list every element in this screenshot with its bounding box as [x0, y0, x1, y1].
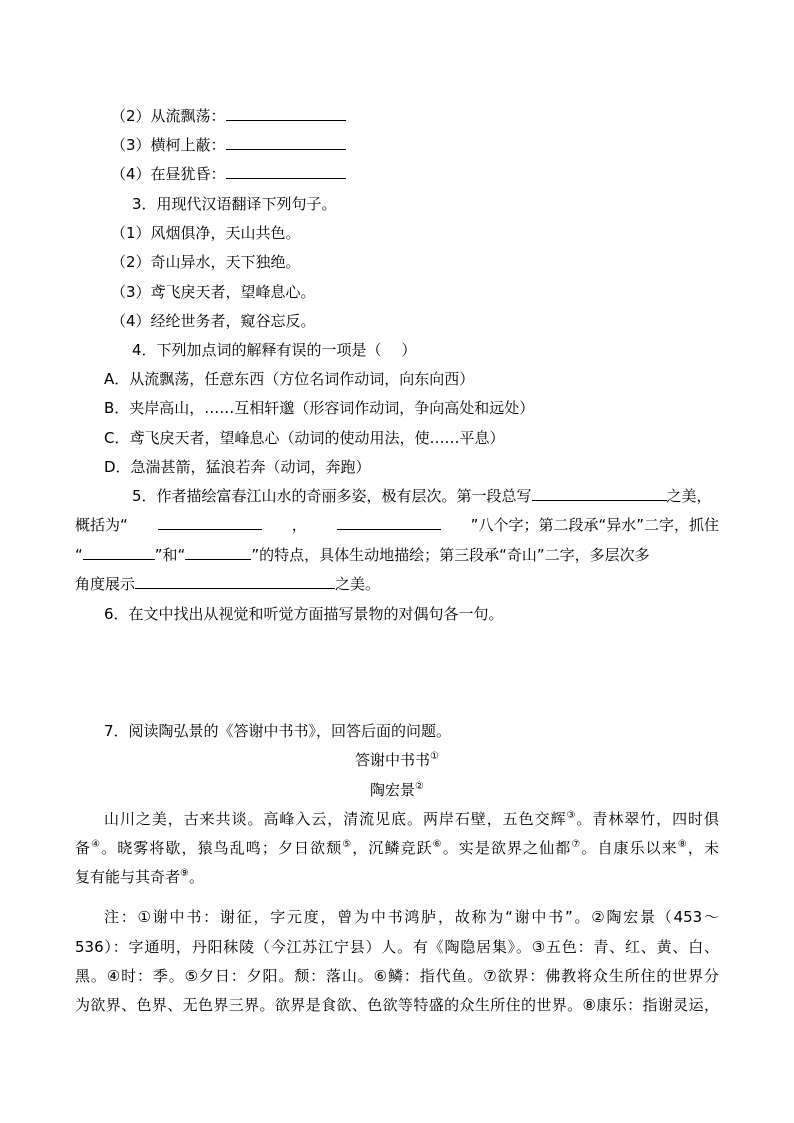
q3-title: 3．用现代汉语翻译下列句子。 [132, 195, 337, 213]
q4-option-c: C．鸢飞戾天者，望峰息心（动词的使动用法，使……平息） [104, 429, 505, 447]
q3-item: （1）风烟俱净，天山共色。 [111, 224, 301, 242]
note-line-2: 536）：字通明，丹阳秣陵（今江苏江宁县）人。有《陶隐居集》。③五色：青、红、黄、白、 [75, 938, 719, 956]
q4-option-d: D．急湍甚箭，猛浪若奔（动词，奔跑） [104, 458, 371, 476]
q5-line-2: 概括为“ ， ”八个字；第二段承“异水”二字，抓住 [75, 516, 719, 534]
text-author: 陶宏景② [370, 781, 424, 799]
q2-item-3: （3）横柯上蔽： [111, 135, 794, 155]
answer-blank[interactable] [158, 515, 262, 530]
answer-blank[interactable] [135, 574, 335, 589]
passage-line-1: 山川之美，古来共谈。高峰入云，清流见底。两岸石壁，五色交辉③。青林翠竹，四时俱 [104, 810, 719, 828]
answer-blank[interactable] [226, 164, 346, 179]
q4-option-a: A．从流飘荡，任意东西（方位名词作动词，向东向西） [104, 370, 475, 388]
q5-line-4: 角度展示 之美。 [75, 575, 381, 593]
answer-blank[interactable] [226, 106, 346, 121]
answer-blank[interactable] [83, 545, 155, 560]
answer-blank[interactable] [337, 515, 441, 530]
q4-title: 4．下列加点词的解释有误的一项是（ ） [132, 341, 417, 359]
answer-blank[interactable] [532, 486, 667, 501]
q5-line-1: 5．作者描绘富春江山水的奇丽多姿，极有层次。第一段总写 之美， [132, 487, 712, 505]
q2-item-4: （4）在昼犹昏： [111, 164, 794, 184]
q4-option-b: B．夹岸高山，……互相轩邈（形容词作动词，争向高处和远处） [104, 399, 535, 417]
passage-line-3: 复有能与其奇者⑨。 [75, 868, 204, 886]
q6-question: 6．在文中找出从视觉和听觉方面描写景物的对偶句各一句。 [104, 605, 504, 623]
answer-blank[interactable] [226, 135, 346, 150]
text-title: 答谢中书书① [355, 751, 439, 769]
q2-item-2: （2）从流飘荡： [111, 106, 794, 126]
q3-item: （3）鸢飞戾天者，望峰息心。 [111, 283, 316, 301]
q5-line-3: “ ”和“ ”的特点，具体生动地描绘；第三段承“奇山”二字，多层次多 [75, 546, 650, 564]
q7-title: 7．阅读陶弘景的《答谢中书书》，回答后面的问题。 [104, 722, 452, 740]
q3-item: （2）奇山异水，天下独绝。 [111, 253, 301, 271]
note-line-3: 黑。④时：季。⑤夕日：夕阳。颓：落山。⑥鳞：指代鱼。⑦欲界：佛教将众生所住的世界分 [75, 967, 719, 985]
note-line-1: 注：①谢中书：谢征，字元度，曾为中书鸿胪，故称为“谢中书”。②陶宏景（453～ [104, 908, 719, 926]
note-line-4: 为欲界、色界、无色界三界。欲界是食欲、色欲等特盛的众生所住的世界。⑧康乐：指谢灵运， [75, 996, 719, 1014]
q3-item: （4）经纶世务者，窥谷忘反。 [111, 312, 316, 330]
passage-line-2: 备④。晓雾将歇，猿鸟乱鸣；夕日欲颓⑤，沉鳞竞跃⑥。实是欲界之仙都⑦。自康乐以来⑧，未 [75, 839, 719, 857]
answer-blank[interactable] [185, 545, 251, 560]
